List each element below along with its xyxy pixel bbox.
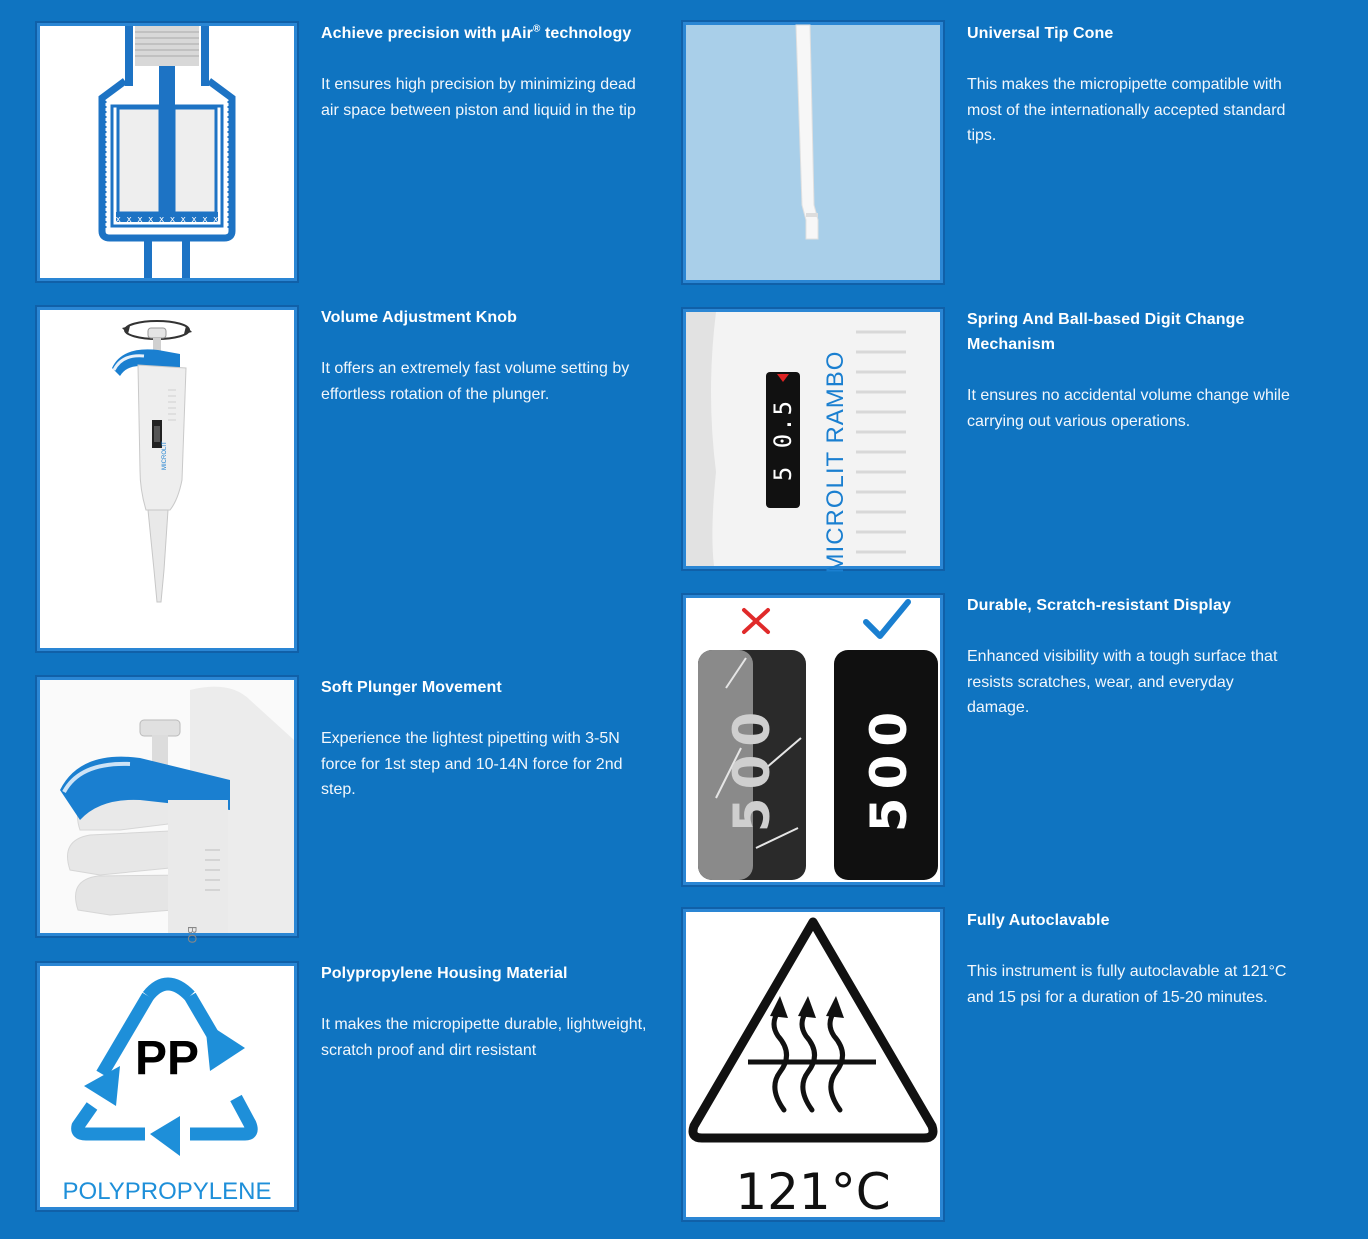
display-description: Enhanced visibility with a tough surface that resists scratches, wear, and everyday damage. <box>967 648 1278 716</box>
hand-pipette-icon <box>40 680 294 944</box>
recycle-icon <box>40 966 294 1207</box>
knob-description: It offers an extremely fast volume setting by effortless rotation of the plunger. <box>321 360 630 403</box>
tip-cone-title: Universal Tip Cone <box>967 25 1114 42</box>
display-comparison-image <box>683 595 943 885</box>
svg-text:BO: BO <box>185 926 199 944</box>
autoclave-temperature: 121°C <box>735 1163 891 1221</box>
uair-diagram-image <box>37 23 297 281</box>
uair-title: Achieve precision with µAir® technology <box>321 23 632 42</box>
clear-display-value: 500 <box>860 703 918 833</box>
volume-counter: 5 0.5 <box>769 398 797 482</box>
autoclave-title: Fully Autoclavable <box>967 912 1110 929</box>
housing-description: It makes the micropipette durable, lightweight, scratch proof and dirt resistant <box>321 1016 647 1059</box>
polypropylene-image <box>37 963 297 1210</box>
polypropylene-label: POLYPROPYLENE <box>62 1178 272 1205</box>
pipette-icon <box>40 310 294 648</box>
spring-description: It ensures no accidental volume change while carrying out various operations. <box>967 387 1290 430</box>
digit-mechanism-image <box>683 309 943 574</box>
display-title: Durable, Scratch-resistant Display <box>967 597 1231 614</box>
svg-text:x x x x x x x x x x: x x x x x x x x x x <box>115 215 219 225</box>
knob-title: Volume Adjustment Knob <box>321 309 517 326</box>
brand-label: MICROLIT RAMBO <box>822 350 849 574</box>
tip-cone-icon <box>686 25 940 280</box>
autoclave-image <box>683 909 943 1220</box>
tip-cone-image <box>683 22 943 283</box>
volume-knob-image <box>37 307 297 651</box>
svg-text:MICROLIT: MICROLIT <box>162 441 168 470</box>
pp-label: PP <box>134 1032 200 1085</box>
uair-description: It ensures high precision by minimizing dead air space between piston and liquid in the tip <box>321 76 636 119</box>
plunger-description: Experience the lightest pipetting with 3-5N force for 1st step and 10-14N force for 2nd step. <box>321 730 623 798</box>
scratched-display-value: 500 <box>723 703 781 833</box>
autoclave-description: This instrument is fully autoclavable at 121°C and 15 psi for a duration of 15-20 minutes. <box>967 963 1287 1006</box>
soft-plunger-image <box>37 677 297 944</box>
piston-diagram-icon <box>40 26 294 278</box>
tip-cone-description: This makes the micropipette compatible with most of the internationally accepted standard tips. <box>967 76 1286 144</box>
housing-title: Polypropylene Housing Material <box>321 965 568 982</box>
spring-title: Spring And Ball-based Digit Change Mechanism <box>967 311 1245 353</box>
plunger-title: Soft Plunger Movement <box>321 679 502 696</box>
